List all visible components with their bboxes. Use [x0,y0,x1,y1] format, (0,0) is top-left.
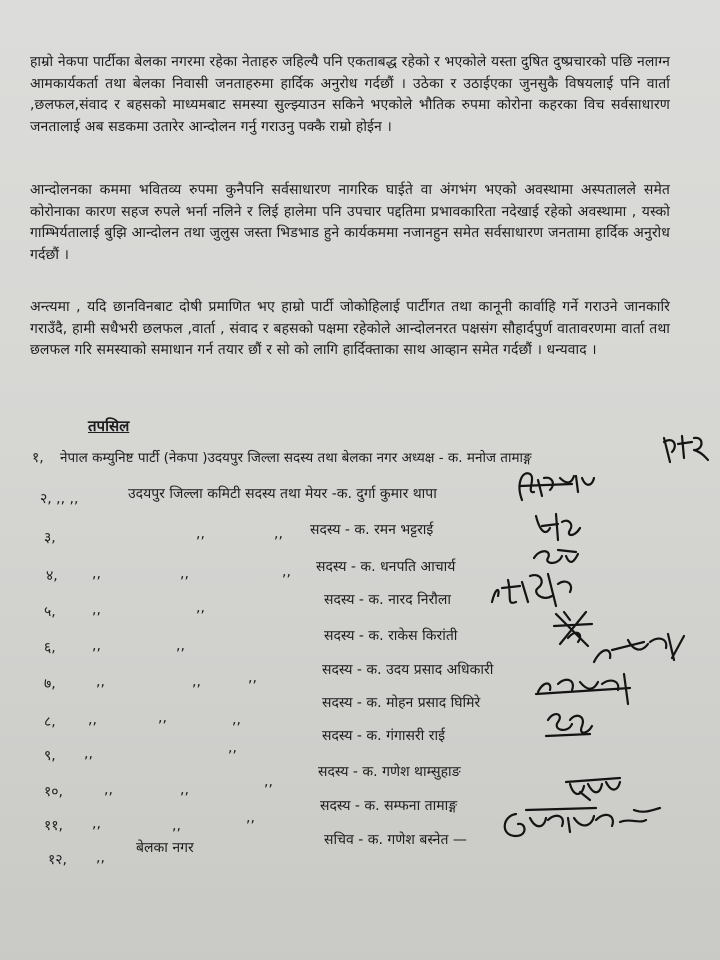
list-item-number: ३, [44,530,56,546]
ditto-mark: ,, [232,712,241,728]
list-item-text: सचिव - क. गणेश बस्नेत — [324,832,467,848]
ditto-mark: ,, [180,566,189,582]
paragraph-2: आन्दोलनका कममा भवितव्य रुपमा कुनैपनि सर्वसाधारण नागरिक घाईते वा अंगभंग भएको अवस्थामा अस्पतालले समेत कोरोनाका कारण सहज रुपले भर्ना नलिने र लिई हालेमा पनि उपचार पद्दतिमा प्रभावकारिता नदेखाई रहेको अवस्थामा , यस्को गाम्भिर्यतालाई बुझि आन्दोलन तथा जुलुस जस्ता भिडभाड हुने कार्यकममा नजानहुन समेत सर्वसाधारण जनतामा हार्दिक अनुरोध गर्दछौं । [30,182,670,263]
list-heading: तपसिल [88,417,130,435]
list-item-number: ८, [44,714,56,730]
ditto-mark: ,, [264,774,273,790]
signature-11 [496,802,664,846]
list-item-text: सदस्य - क. रमन भट्टराई [310,522,434,538]
paragraph-1: हाम्रो नेकपा पार्टीका बेलका नगरमा रहेका नेताहरु जहिल्यै पनि एकताबद्ध रहेको र भएकोले यस्ता दुषित दुष्प्रचारको पछि नलाग्न आमकार्यकर्ता तथा बेलका निवासी जनताहरुमा हार्दिक अनुरोध गर्दछौं । उठेका र उठाईएका जुनसुकै विषयलाई पनि वार्ता ,छलफल,संवाद र बहसको माध्यमबाट समस्या सुल्झ्याउन सकिने भएकोले भौतिक रुपमा कोरोना कहरका विच सर्वसाधारण जनतालाई अब सडकमा उतारेर आन्दोलन गर्नु गराउनु पक्कै राम्रो होईन । [30,54,670,135]
signature-9 [540,706,596,746]
paragraph-3: अन्त्यमा , यदि छानविनबाट दोषी प्रमाणित भए हाम्रो पार्टी जोकोहिलाई पार्टीगत तथा कानूनी कार्वाहि गर्ने गराउने जानकारि गराउँदै, हामी सधैभरी छलफल ,वार्ता , संवाद र बहसको पक्षमा रहेकोले आन्दोलनरत पक्षसंग सौहार्दपुर्ण वातावरणमा वार्ता तथा छलफल गरि समस्याको समाधान गर्न तयार छौं र सो को लागि हार्दिक्ताका साथ आव्हान समेत गर्दछौं । धन्यवाद । [30,299,670,358]
ditto-mark: ,, [84,746,93,762]
ditto-mark: ,, [246,810,255,826]
list-item-text: सदस्य - क. गंगासरी राई [322,728,445,744]
ditto-mark: ,, [92,566,101,582]
list-item-number: ११, [44,818,64,834]
ditto-mark: ,, [92,816,101,832]
list-item-number: १, [32,450,44,466]
signature-2 [512,466,598,506]
signature-1 [660,428,712,468]
signature-10 [560,772,624,806]
ditto-mark: ,, [248,670,257,686]
list-item-number: २, ,, ,, [40,491,79,507]
ditto-mark: ,, [228,740,237,756]
signature-7 [588,628,688,668]
list-item-number: ९, [44,748,56,764]
list-item-text: उदयपुर जिल्ला कमिटी सदस्य तथा मेयर -क. दुर्गा कुमार थापा [128,486,437,502]
list-item-text: सदस्य - क. गणेश थाम्सुहाङ [318,764,461,780]
place-label: बेलका नगर [136,840,194,856]
list-item-text: सदस्य - क. मोहन प्रसाद घिमिरे [322,695,481,711]
ditto-mark: ,, [274,526,283,542]
list-item-text: सदस्य - क. राकेस किरांती [324,628,458,644]
signature-8 [532,668,638,706]
ditto-mark: ,, [282,564,291,580]
list-item-number: ५, [44,604,56,620]
ditto-mark: ,, [92,602,101,618]
list-item-text: सदस्य - क. सम्फना तामाङ्ग [320,798,458,814]
list-item-text: सदस्य - क. उदय प्रसाद अधिकारी [322,662,494,678]
list-item-text: सदस्य - क. नारद निरौला [324,592,451,608]
ditto-mark: ,, [96,850,105,866]
ditto-mark: ,, [96,674,105,690]
ditto-mark: ,, [158,710,167,726]
ditto-mark: ,, [88,712,97,728]
ditto-mark: ,, [92,638,101,654]
ditto-mark: ,, [104,782,113,798]
list-item-number: ६, [44,640,56,656]
ditto-mark: ,, [176,638,185,654]
ditto-mark: ,, [196,600,205,616]
ditto-mark: ,, [172,818,181,834]
ditto-mark: ,, [196,526,205,542]
ditto-mark: ,, [180,782,189,798]
list-item-number: ४, [46,568,58,584]
list-item-number: ७, [44,676,56,692]
ditto-mark: ,, [192,674,201,690]
list-item-number: १०, [44,784,64,800]
list-item-number: १२, [48,852,68,868]
list-item-text: नेपाल कम्युनिष्ट पार्टी (नेकपा )उदयपुर जिल्ला सदस्य तथा बेलका नगर अध्यक्ष - क. मनोज तामाङ्ग [60,450,532,466]
list-item-text: सदस्य - क. धनपति आचार्य [316,559,456,575]
